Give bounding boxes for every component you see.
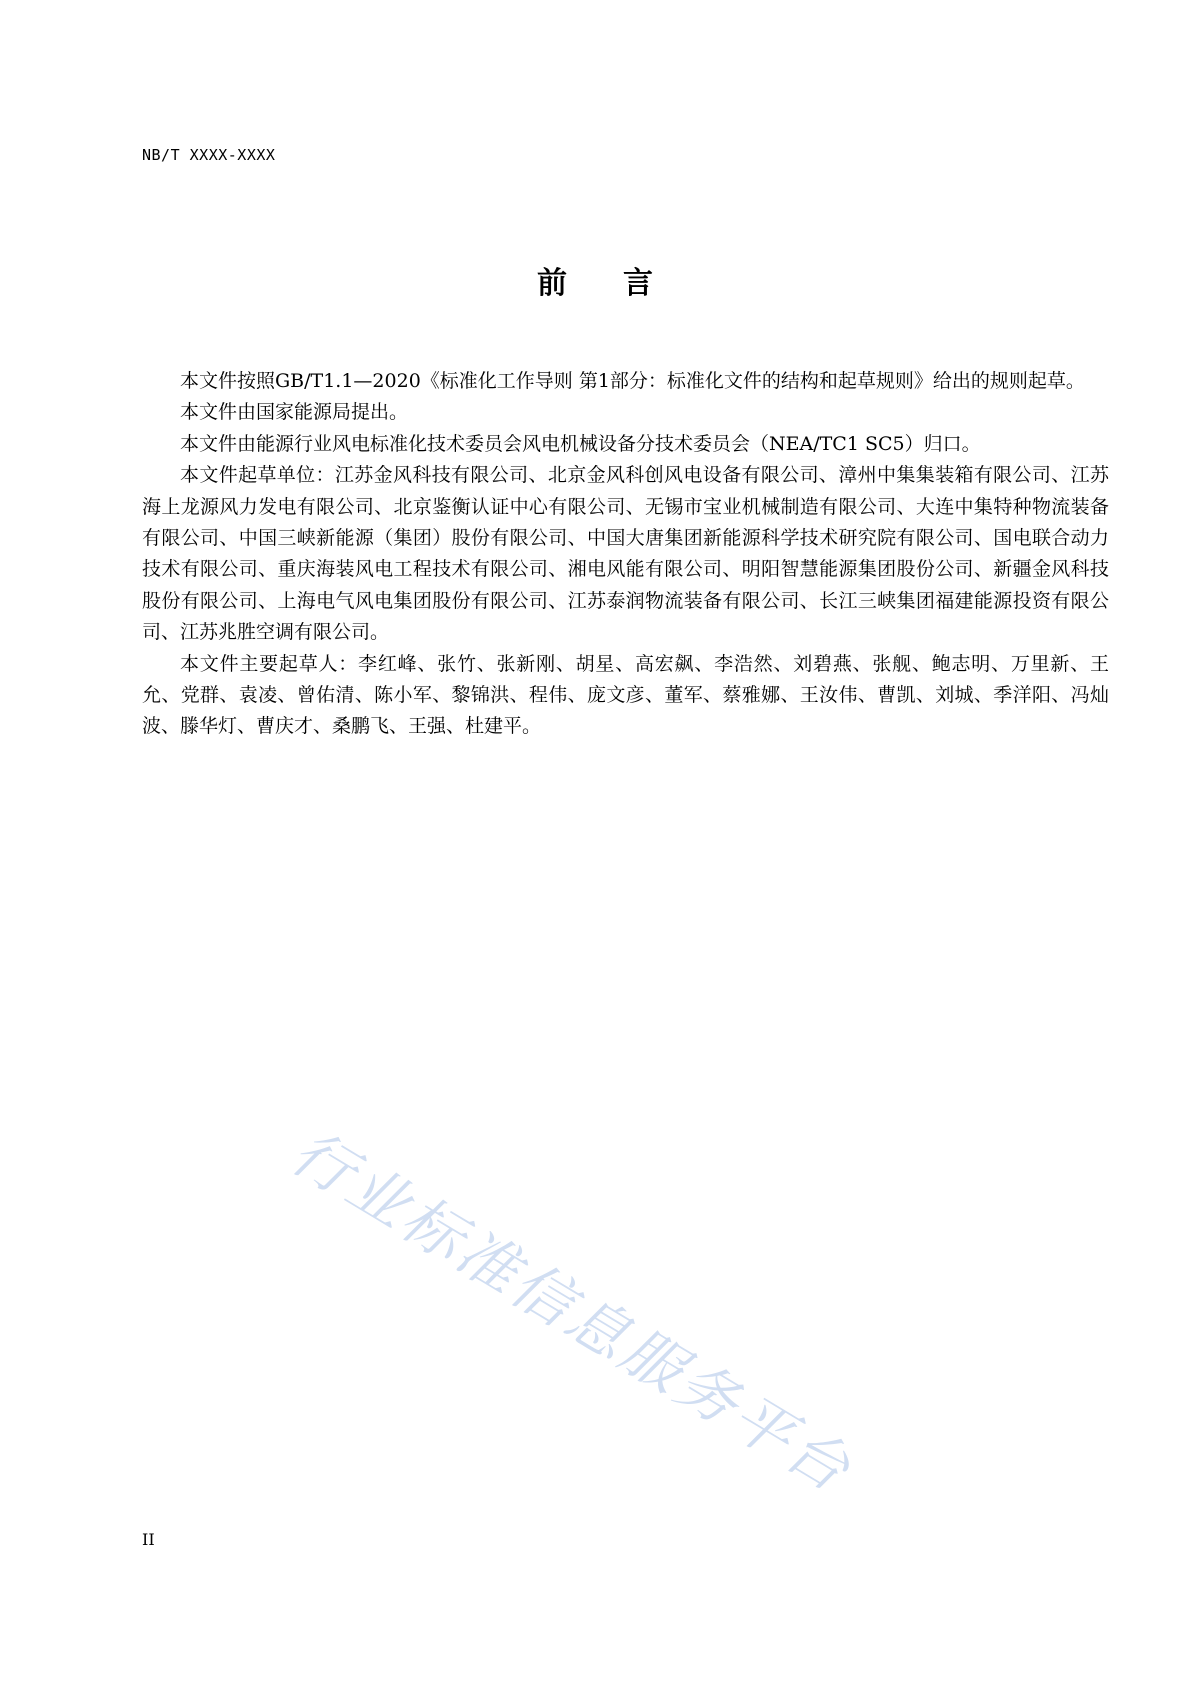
paragraph-proposer: 本文件由国家能源局提出。 xyxy=(180,401,409,424)
paragraph-drafting-rules: 本文件按照GB/T1.1—2020《标准化工作导则 第1部分：标准化文件的结构和起草规则》给出的规则起草。 xyxy=(180,370,1085,392)
paragraph-drafters: 本文件主要起草人：李红峰、张竹、张新刚、胡星、高宏飙、李浩然、刘碧燕、张舰、鲍志明、万里新、王允、党群、袁凌、曾佑清、陈小军、黎锦洪、程伟、庞文彦、董军、蔡雅娜、王汝伟、曹凯、刘城、季洋阳、冯灿波、滕华灯、曹庆才、桑鹏飞、王强、杜建平。 xyxy=(142,652,1109,738)
standard-code-header: NB/T XXXX-XXXX xyxy=(142,146,276,164)
page-title: 前言 xyxy=(537,266,709,301)
paragraph-committee: 本文件由能源行业风电标准化技术委员会风电机械设备分技术委员会（NEA/TC1 SC5）归口。 xyxy=(180,432,981,455)
document-body xyxy=(142,366,1109,743)
watermark: 行业标准信息服务平台 xyxy=(279,1117,865,1507)
paragraph-drafting-units: 本文件起草单位：江苏金风科技有限公司、北京金风科创风电设备有限公司、漳州中集集装箱有限公司、江苏海上龙源风力发电有限公司、北京鉴衡认证中心有限公司、无锡市宝业机械制造有限公司、大连中集特种物流装备有限公司、中国三峡新能源（集团）股份有限公司、中国大唐集团新能源科学技术研究院有限公司、国电联合动力技术有限公司、重庆海装风电工程技术有限公司、湘电风能有限公司、明阳智慧能源集团股份公司、新疆金风科技股份有限公司、上海电气风电集团股份有限公司、江苏泰润物流装备有限公司、长江三峡集团福建能源投资有限公司、江苏兆胜空调有限公司。 xyxy=(142,464,1109,644)
page-number: II xyxy=(142,1530,155,1549)
